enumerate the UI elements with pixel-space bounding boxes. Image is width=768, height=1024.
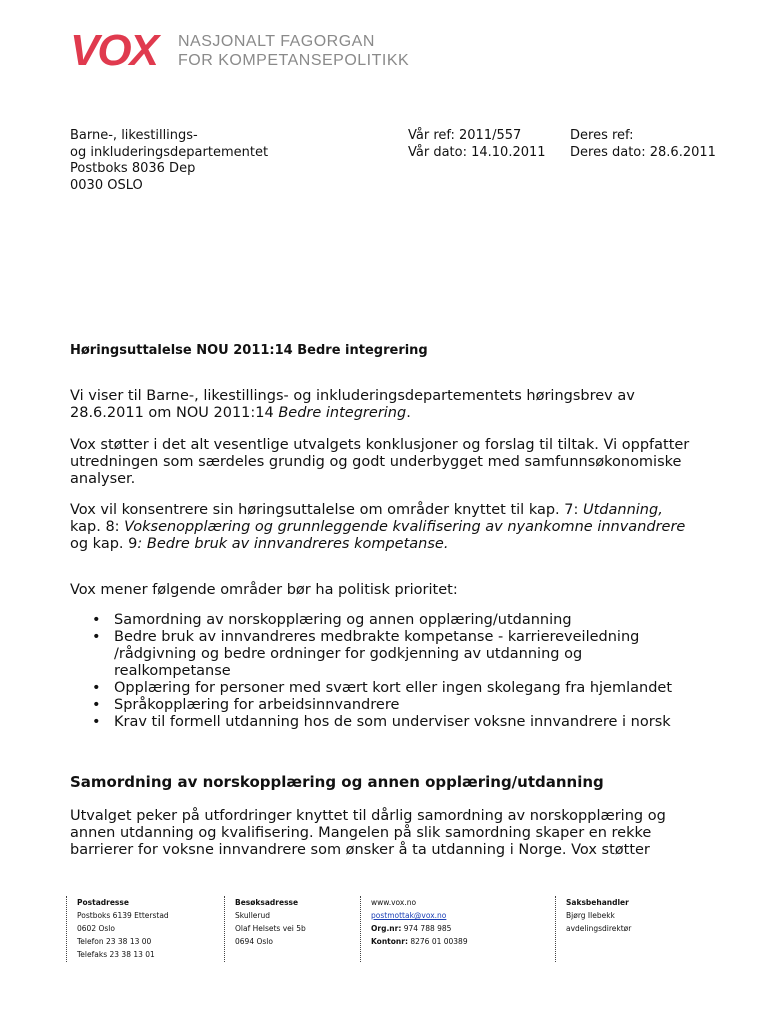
our-date: Vår dato: 14.10.2011	[408, 144, 546, 160]
paragraph-line: barrierer for voksne innvandrere som ønsker å ta utdanning i Norge. Vox støtter	[70, 842, 650, 858]
paragraph-focus	[70, 502, 685, 553]
paragraph-line: Vox støtter i det alt vesentlige utvalgets konklusjoner og forslag til tiltak. Vi oppfatter	[70, 437, 690, 453]
letter-footer	[0, 896, 768, 966]
bullet-icon: •	[92, 714, 101, 730]
footer-line: 0694 Oslo	[235, 937, 273, 946]
recipient-line: Postboks 8036 Dep	[70, 161, 196, 176]
org-number-value: 974 788 985	[403, 924, 452, 933]
text-span: kap. 8:	[70, 519, 125, 535]
footer-visiting-address	[224, 896, 306, 962]
text-span: 28.6.2011 om NOU 2011:14	[70, 405, 279, 421]
list-item-text: Samordning av norskopplæring og annen opplæring/utdanning	[114, 612, 572, 628]
bullet-icon: •	[92, 612, 101, 628]
bullet-icon: •	[92, 697, 101, 713]
italic-text: Utdanning,	[583, 502, 663, 518]
footer-line: 0602 Oslo	[77, 924, 115, 933]
footer-line	[371, 935, 468, 948]
text-span: Vox vil konsentrere sin høringsuttalelse om områder knyttet til kap. 7:	[70, 502, 583, 518]
list-item	[70, 612, 672, 629]
paragraph-line	[70, 405, 635, 422]
vox-logo-mark: VOX	[70, 26, 157, 75]
footer-heading: Saksbehandler	[566, 898, 629, 907]
list-item	[70, 629, 672, 680]
recipient-line: 0030 OSLO	[70, 177, 143, 193]
your-ref: Deres ref:	[570, 128, 634, 143]
bullet-icon: •	[92, 680, 101, 696]
list-item	[70, 680, 672, 697]
paragraph-priorities	[70, 582, 458, 599]
text-span: .	[406, 405, 411, 421]
footer-contact	[360, 896, 468, 962]
paragraph-coordination	[70, 808, 666, 859]
list-item-text: Opplæring for personer med svært kort eller ingen skolegang fra hjemlandet	[114, 680, 673, 696]
website-link[interactable]: www.vox.no	[371, 898, 417, 907]
paragraph-line: analyser.	[70, 471, 136, 487]
footer-line: avdelingsdirektør	[566, 924, 632, 933]
footer-line: Skullerud	[235, 911, 271, 920]
list-item	[70, 714, 672, 731]
recipient-line: og inkluderingsdepartementet	[70, 144, 269, 160]
footer-case-handler	[555, 896, 631, 962]
recipient-line: Barne-, likestillings-	[70, 128, 198, 143]
italic-text: : Bedre bruk av innvandreres kompetanse.	[137, 536, 449, 552]
list-item-text: realkompetanse	[114, 663, 231, 679]
footer-line: Bjørg Ilebekk	[566, 911, 615, 920]
section-heading: Samordning av norskopplæring og annen opplæring/utdanning	[70, 773, 604, 791]
paragraph-line: utredningen som særdeles grundig og godt underbygget med samfunnsøkonomiske	[70, 454, 682, 470]
org-name-line1: NASJONALT FAGORGAN	[178, 33, 375, 50]
paragraph-intro	[70, 388, 635, 422]
footer-line	[371, 922, 468, 935]
list-item-text: /rådgivning og bedre ordninger for godkjenning av utdanning og	[114, 646, 583, 662]
our-ref: Vår ref: 2011/557	[408, 128, 522, 143]
email-link[interactable]: postmottak@vox.no	[371, 911, 447, 920]
paragraph-line: annen utdanning og kvalifisering. Mangelen på slik samordning skaper en rekke	[70, 825, 652, 841]
footer-heading: Postadresse	[77, 898, 129, 907]
our-references	[408, 128, 546, 161]
vox-logo	[70, 26, 410, 75]
footer-heading: Besøksadresse	[235, 898, 299, 907]
account-number-value: 8276 01 00389	[410, 937, 468, 946]
paragraph-line: Utvalget peker på utfordringer knyttet til dårlig samordning av norskopplæring og	[70, 808, 666, 824]
footer-line: Telefon 23 38 13 00	[77, 937, 152, 946]
footer-line: Olaf Helsets vei 5b	[235, 924, 306, 933]
paragraph-line: Vi viser til Barne-, likestillings- og inkluderingsdepartementets høringsbrev av	[70, 388, 635, 404]
vox-org-name	[178, 32, 409, 70]
italic-text: Bedre integrering	[278, 405, 407, 421]
footer-line: Postboks 6139 Etterstad	[77, 911, 169, 920]
recipient-address	[70, 128, 268, 194]
italic-text: Voksenopplæring og grunnleggende kvalifisering av nyankomne innvandrere	[124, 519, 686, 535]
list-item-text: Språkopplæring for arbeidsinnvandrere	[114, 697, 400, 713]
paragraph-line	[70, 502, 685, 519]
your-references	[570, 128, 716, 161]
list-item	[70, 697, 672, 714]
list-item-text: Krav til formell utdanning hos de som underviser voksne innvandrere i norsk	[114, 714, 671, 730]
paragraph-line	[70, 519, 685, 536]
footer-line: Telefaks 23 38 13 01	[77, 950, 155, 959]
paragraph-line: Vox mener følgende områder bør ha politisk prioritet:	[70, 582, 458, 598]
org-number-label: Org.nr:	[371, 924, 402, 933]
list-item-text: Bedre bruk av innvandreres medbrakte kompetanse - karriereveiledning	[114, 629, 640, 645]
letter-title: Høringsuttalelse NOU 2011:14 Bedre integrering	[70, 343, 428, 358]
org-name-line2: FOR KOMPETANSEPOLITIKK	[178, 52, 410, 69]
text-span: og kap. 9	[70, 536, 138, 552]
footer-postal-address	[66, 896, 169, 962]
bullet-icon: •	[92, 629, 101, 645]
account-number-label: Kontonr:	[371, 937, 408, 946]
priority-list	[70, 612, 672, 731]
paragraph-support	[70, 437, 689, 488]
your-date: Deres dato: 28.6.2011	[570, 144, 716, 160]
paragraph-line	[70, 536, 685, 553]
